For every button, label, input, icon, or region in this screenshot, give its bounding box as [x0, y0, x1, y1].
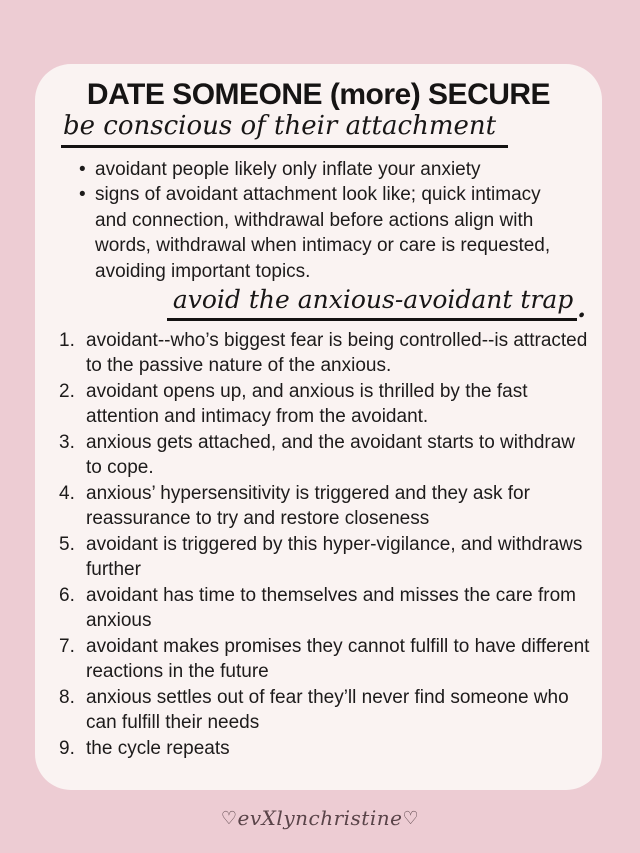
list-text: anxious settles out of fear they’ll never find someone who can fulfill their needs	[86, 686, 569, 734]
list-item	[59, 430, 602, 481]
list-number: 9.	[59, 737, 75, 759]
heart-icon: ♡	[220, 808, 238, 829]
list-text: avoidant--who’s biggest fear is being controlled--is attracted to the passive nature of the anxious.	[86, 329, 588, 377]
bullet-list	[35, 157, 602, 285]
list-number: 1.	[59, 329, 75, 351]
list-item	[59, 583, 602, 634]
list-number: 2.	[59, 380, 75, 402]
page-title: DATE SOMEONE (more) SECURE	[86, 78, 551, 111]
list-text: avoidant makes promises they cannot fulfill to have different reactions in the future	[86, 635, 590, 683]
list-number: 3.	[59, 431, 75, 453]
list-item	[59, 379, 602, 430]
list-item	[59, 685, 602, 736]
list-item	[79, 157, 584, 183]
section-heading-attachment	[61, 112, 602, 148]
heart-icon: ♡	[402, 808, 420, 829]
section-heading-trap-text: avoid the anxious-avoidant trap	[167, 286, 577, 321]
list-number: 8.	[59, 686, 75, 708]
list-item	[79, 182, 584, 284]
bullet-text: avoidant people likely only inflate your anxiety	[95, 158, 481, 180]
list-text: anxious’ hypersensitivity is triggered and they ask for reassurance to try and restore closeness	[86, 482, 530, 530]
list-text: anxious gets attached, and the avoidant starts to withdraw to cope.	[86, 431, 576, 479]
bullet-text: signs of avoidant attachment look like; quick intimacy and connection, withdrawal before actions align with words, withdrawal when intimacy or care is requested, avoiding important topics.	[95, 184, 551, 282]
list-item	[59, 736, 602, 762]
list-number: 5.	[59, 533, 75, 555]
list-text: avoidant is triggered by this hyper-vigilance, and withdraws further	[86, 533, 583, 581]
section-heading-trap	[35, 285, 586, 324]
list-item	[59, 634, 602, 685]
bullet-icon: •	[79, 184, 86, 206]
infographic-card	[35, 64, 602, 790]
list-number: 4.	[59, 482, 75, 504]
section-heading-attachment-text: be conscious of their attachment	[61, 112, 508, 148]
bullet-icon: •	[79, 158, 86, 180]
list-number: 7.	[59, 635, 75, 657]
list-text: avoidant opens up, and anxious is thrilled by the fast attention and intimacy from the avoidant.	[86, 380, 528, 428]
numbered-list	[35, 328, 602, 762]
heading-period: .	[577, 294, 586, 324]
list-item	[59, 328, 602, 379]
signature-name: evXlynchristine	[237, 806, 403, 830]
list-item	[59, 532, 602, 583]
list-text: avoidant has time to themselves and misses the care from anxious	[86, 584, 577, 632]
signature	[0, 806, 640, 830]
list-text: the cycle repeats	[86, 737, 230, 759]
list-number: 6.	[59, 584, 75, 606]
list-item	[59, 481, 602, 532]
